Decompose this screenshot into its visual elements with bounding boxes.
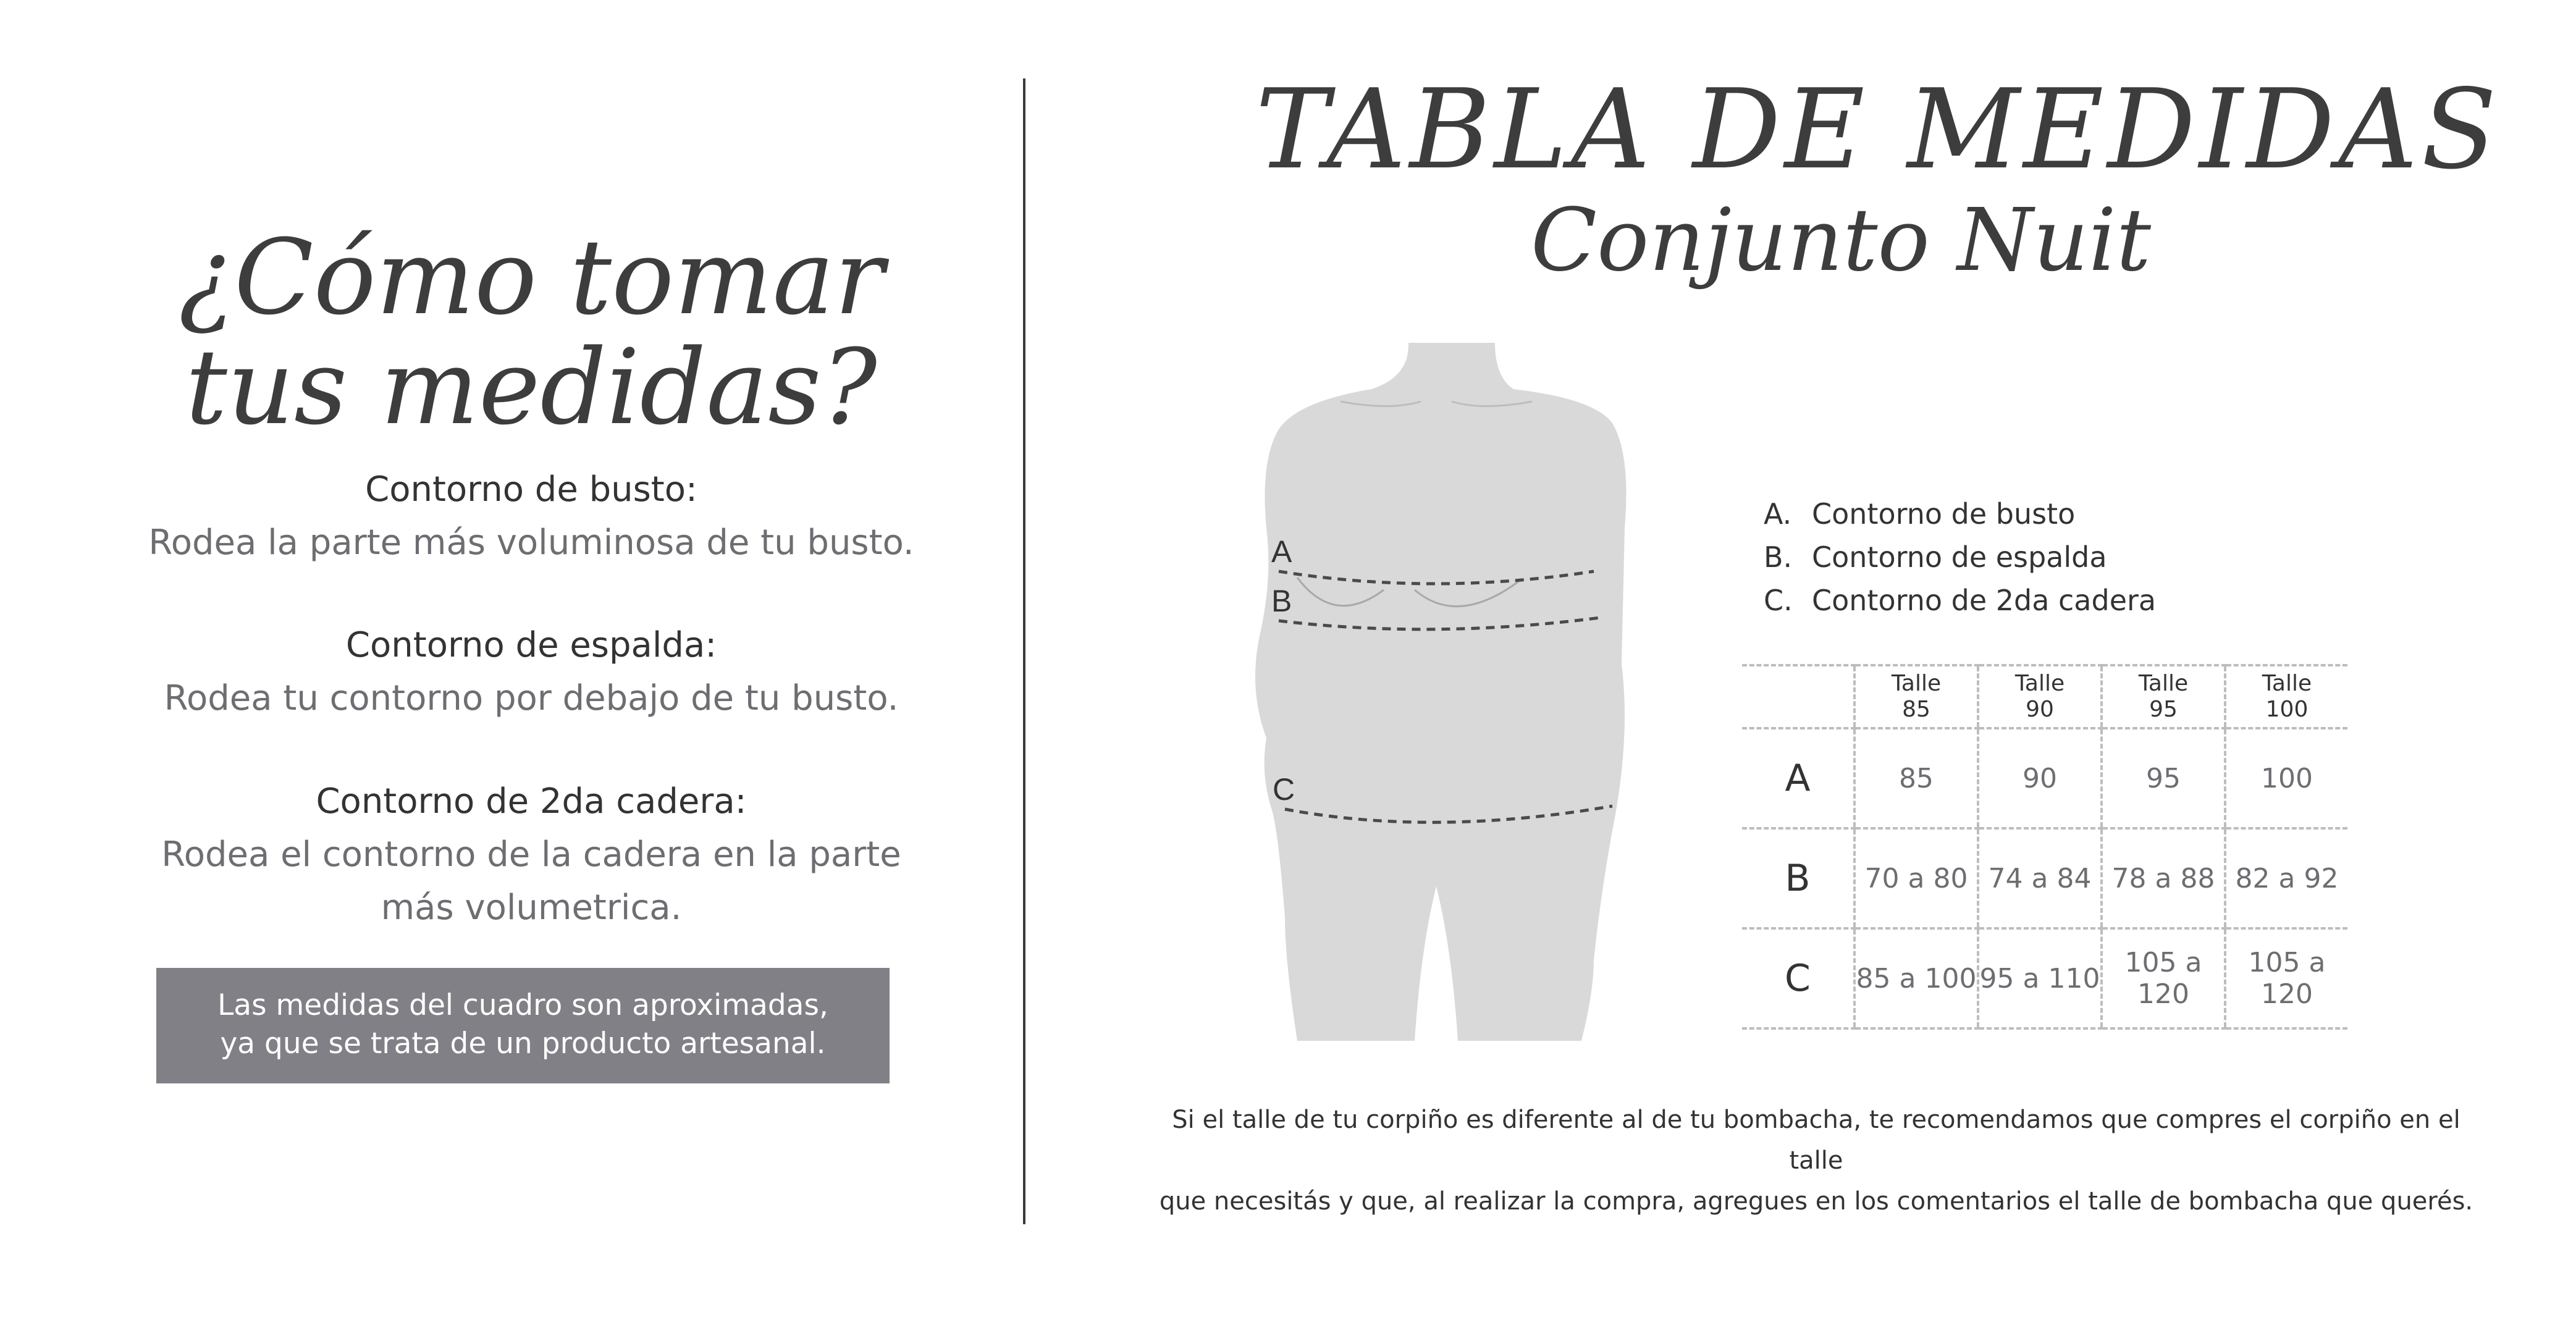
marker-b: B (1271, 584, 1292, 618)
instruction-label: Contorno de 2da cadera: (316, 781, 747, 822)
instruction-label: Contorno de busto: (365, 469, 697, 510)
column-header (2102, 665, 2225, 728)
measurement-legend (1764, 492, 2156, 622)
table-row (1742, 828, 2347, 928)
footer-line-2: que necesitás y que, al realizar la compra, agregues en los comentarios el talle de bombacha que querés. (1159, 1187, 2473, 1216)
column-header (2225, 665, 2347, 728)
header-size: 85 (1902, 697, 1930, 722)
table-cell: 78 a 88 (2102, 828, 2225, 928)
marker-a: A (1271, 534, 1292, 569)
legend-key: A. (1764, 497, 1792, 531)
legend-item (1764, 536, 2156, 579)
column-header (1978, 665, 2102, 728)
header-size: 90 (2026, 697, 2054, 722)
title-line-1: ¿Cómo tomar (178, 217, 885, 338)
header-label: Talle (2262, 671, 2312, 696)
footer-line-1: Si el talle de tu corpiño es diferente al de tu bombacha, te recomendamos que compres el corpiño en el talle (1172, 1106, 2460, 1175)
legend-text: Contorno de espalda (1812, 540, 2107, 574)
table-cell: 100 (2225, 728, 2347, 828)
instruction-back (124, 619, 939, 725)
table-row (1742, 728, 2347, 828)
table-cell: 85 (1854, 728, 1978, 828)
table-row (1742, 928, 2347, 1028)
legend-text: Contorno de 2da cadera (1812, 584, 2157, 617)
table-cell: 82 a 92 (2225, 828, 2347, 928)
legend-text: Contorno de busto (1812, 497, 2076, 531)
legend-item (1764, 492, 2156, 536)
instruction-bust (124, 463, 939, 569)
table-cell: 95 (2102, 728, 2225, 828)
instruction-description-cont: más volumetrica. (381, 888, 682, 928)
instruction-label: Contorno de espalda: (345, 625, 717, 665)
column-header (1854, 665, 1978, 728)
legend-key: C. (1764, 584, 1793, 617)
table-cell: 74 a 84 (1978, 828, 2102, 928)
instruction-description: Rodea el contorno de la cadera en la parte (161, 834, 901, 875)
header-size: 100 (2265, 697, 2309, 722)
table-cell: 85 a 100 (1854, 928, 1978, 1028)
header-label: Talle (1891, 671, 1942, 696)
row-key: B (1742, 828, 1854, 928)
table-cell: 95 a 110 (1978, 928, 2102, 1028)
size-chart-title: TABLA DE MEDIDAS (1255, 65, 2501, 193)
size-recommendation-note (1143, 1099, 2490, 1222)
title-line-2: tus medidas? (185, 327, 877, 448)
how-to-measure-title (93, 217, 970, 448)
header-size: 95 (2149, 697, 2178, 722)
instruction-description: Rodea la parte más voluminosa de tu busto. (148, 523, 914, 563)
table-header-row (1742, 665, 2347, 728)
body-figure (1248, 343, 1680, 1053)
marker-c: C (1273, 772, 1295, 807)
product-name: Conjunto Nuit (1530, 190, 2152, 291)
body-silhouette (1255, 343, 1627, 1041)
note-line-1: Las medidas del cuadro son aproximadas, (217, 988, 828, 1022)
row-key: C (1742, 928, 1854, 1028)
column-divider (1023, 78, 1025, 1224)
instruction-description: Rodea tu contorno por debajo de tu busto. (164, 678, 899, 718)
table-cell: 90 (1978, 728, 2102, 828)
size-table (1742, 664, 2347, 1030)
table-cell: 105 a 120 (2102, 928, 2225, 1028)
approximation-note (156, 968, 890, 1083)
table-cell: 105 a 120 (2225, 928, 2347, 1028)
header-label: Talle (2014, 671, 2065, 696)
table-cell: 70 a 80 (1854, 828, 1978, 928)
row-key: A (1742, 728, 1854, 828)
legend-item (1764, 579, 2156, 622)
table-corner-cell (1742, 665, 1854, 728)
header-label: Talle (2138, 671, 2189, 696)
instruction-hip (124, 775, 939, 935)
note-line-2: ya que se trata de un producto artesanal. (220, 1027, 826, 1061)
legend-key: B. (1764, 540, 1793, 574)
